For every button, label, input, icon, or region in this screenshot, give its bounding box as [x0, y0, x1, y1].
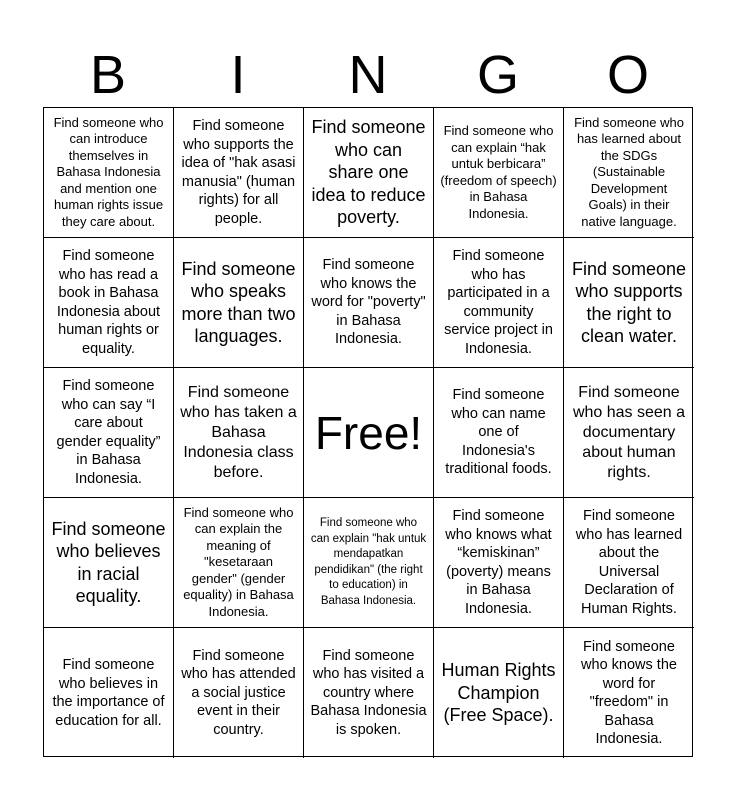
cell-text: Find someone who can explain “hak untuk berbicara” (freedom of speech) in Bahasa Indonesia.	[440, 123, 557, 221]
cell-text: Find someone who supports the idea of "hak asasi manusia" (human rights) for all people.	[181, 118, 296, 227]
bingo-cell-r1-c5[interactable]	[564, 108, 694, 238]
bingo-cell-r3-c2[interactable]	[174, 368, 304, 498]
bingo-cell-r1-c4[interactable]	[434, 108, 564, 238]
cell-text: Find someone who has seen a documentary about human rights.	[572, 383, 686, 481]
header-letter-i: I	[230, 45, 246, 105]
cell-text: Find someone who has participated in a community service project in Indonesia.	[444, 248, 553, 357]
bingo-cell-r4-c1[interactable]	[44, 498, 174, 628]
cell-text: Find someone who has read a book in Bahasa Indonesia about human rights or equality.	[56, 248, 161, 357]
header-letter-b: B	[89, 45, 127, 105]
bingo-header	[43, 44, 693, 106]
cell-text: Find someone who knows the word for "poverty" in Bahasa Indonesia.	[311, 257, 426, 348]
bingo-cell-r4-c5[interactable]	[564, 498, 694, 628]
cell-text: Find someone who can introduce themselves in Bahasa Indonesia and mention one human rights issue they care about.	[53, 114, 164, 229]
cell-text: Find someone who has attended a social justice event in their country.	[181, 647, 296, 738]
header-letter-g: G	[476, 45, 519, 105]
cell-text: Find someone who has visited a country where Bahasa Indonesia is spoken.	[310, 647, 427, 738]
bingo-cell-r2-c1[interactable]	[44, 238, 174, 368]
bingo-grid	[43, 107, 693, 757]
cell-text: Find someone who supports the right to clean water.	[571, 258, 687, 346]
bingo-cell-r5-c1[interactable]	[44, 628, 174, 758]
bingo-cell-r5-c5[interactable]	[564, 628, 694, 758]
bingo-cell-r2-c2[interactable]	[174, 238, 304, 368]
cell-text: Find someone who has learned about the Universal Declaration of Human Rights.	[575, 508, 683, 617]
bingo-cell-r5-c3[interactable]	[304, 628, 434, 758]
bingo-cell-r2-c3[interactable]	[304, 238, 434, 368]
bingo-cell-r5-c2[interactable]	[174, 628, 304, 758]
cell-text: Find someone who knows the word for "freedom" in Bahasa Indonesia.	[581, 638, 677, 747]
bingo-cell-r1-c3[interactable]	[304, 108, 434, 238]
header-letter-o: O	[606, 45, 649, 105]
cell-text: Find someone who can name one of Indonesia's traditional foods.	[445, 387, 552, 478]
bingo-cell-r5-c4[interactable]	[434, 628, 564, 758]
bingo-cell-r2-c5[interactable]	[564, 238, 694, 368]
cell-text: Find someone who has taken a Bahasa Indonesia class before.	[180, 383, 297, 481]
cell-text: Find someone who has learned about the SDGs (Sustainable Development Goals) in their native language.	[574, 114, 684, 229]
bingo-cell-r4-c3[interactable]	[304, 498, 434, 628]
bingo-cell-r2-c4[interactable]	[434, 238, 564, 368]
cell-text: Find someone who believes in the importance of education for all.	[52, 657, 165, 729]
cell-text: Find someone who believes in racial equality.	[51, 518, 166, 606]
bingo-cell-r4-c2[interactable]	[174, 498, 304, 628]
cell-text: Find someone who can say “I care about gender equality” in Bahasa Indonesia.	[56, 378, 161, 487]
bingo-cell-r1-c1[interactable]	[44, 108, 174, 238]
bingo-cell-r1-c2[interactable]	[174, 108, 304, 238]
bingo-cell-r3-c5[interactable]	[564, 368, 694, 498]
bingo-cell-r3-c4[interactable]	[434, 368, 564, 498]
bingo-free-space[interactable]	[304, 368, 434, 498]
cell-text: Find someone who can explain the meaning of "kesetaraan gender" (gender equality) in Bahasa Indonesia.	[183, 504, 294, 619]
cell-text: Find someone who can explain "hak untuk mendapatkan pendidikan" (the right to education) in Bahasa Indonesia.	[310, 517, 427, 607]
cell-text: Free!	[314, 406, 423, 459]
cell-text: Find someone who can share one idea to reduce poverty.	[311, 117, 426, 228]
cell-text: Find someone who speaks more than two languages.	[181, 258, 296, 346]
cell-text: Find someone who knows what “kemiskinan” (poverty) means in Bahasa Indonesia.	[445, 508, 552, 617]
bingo-cell-r4-c4[interactable]	[434, 498, 564, 628]
cell-text: Human Rights Champion (Free Space).	[441, 660, 556, 726]
header-letter-n: N	[348, 45, 388, 105]
bingo-cell-r3-c1[interactable]	[44, 368, 174, 498]
